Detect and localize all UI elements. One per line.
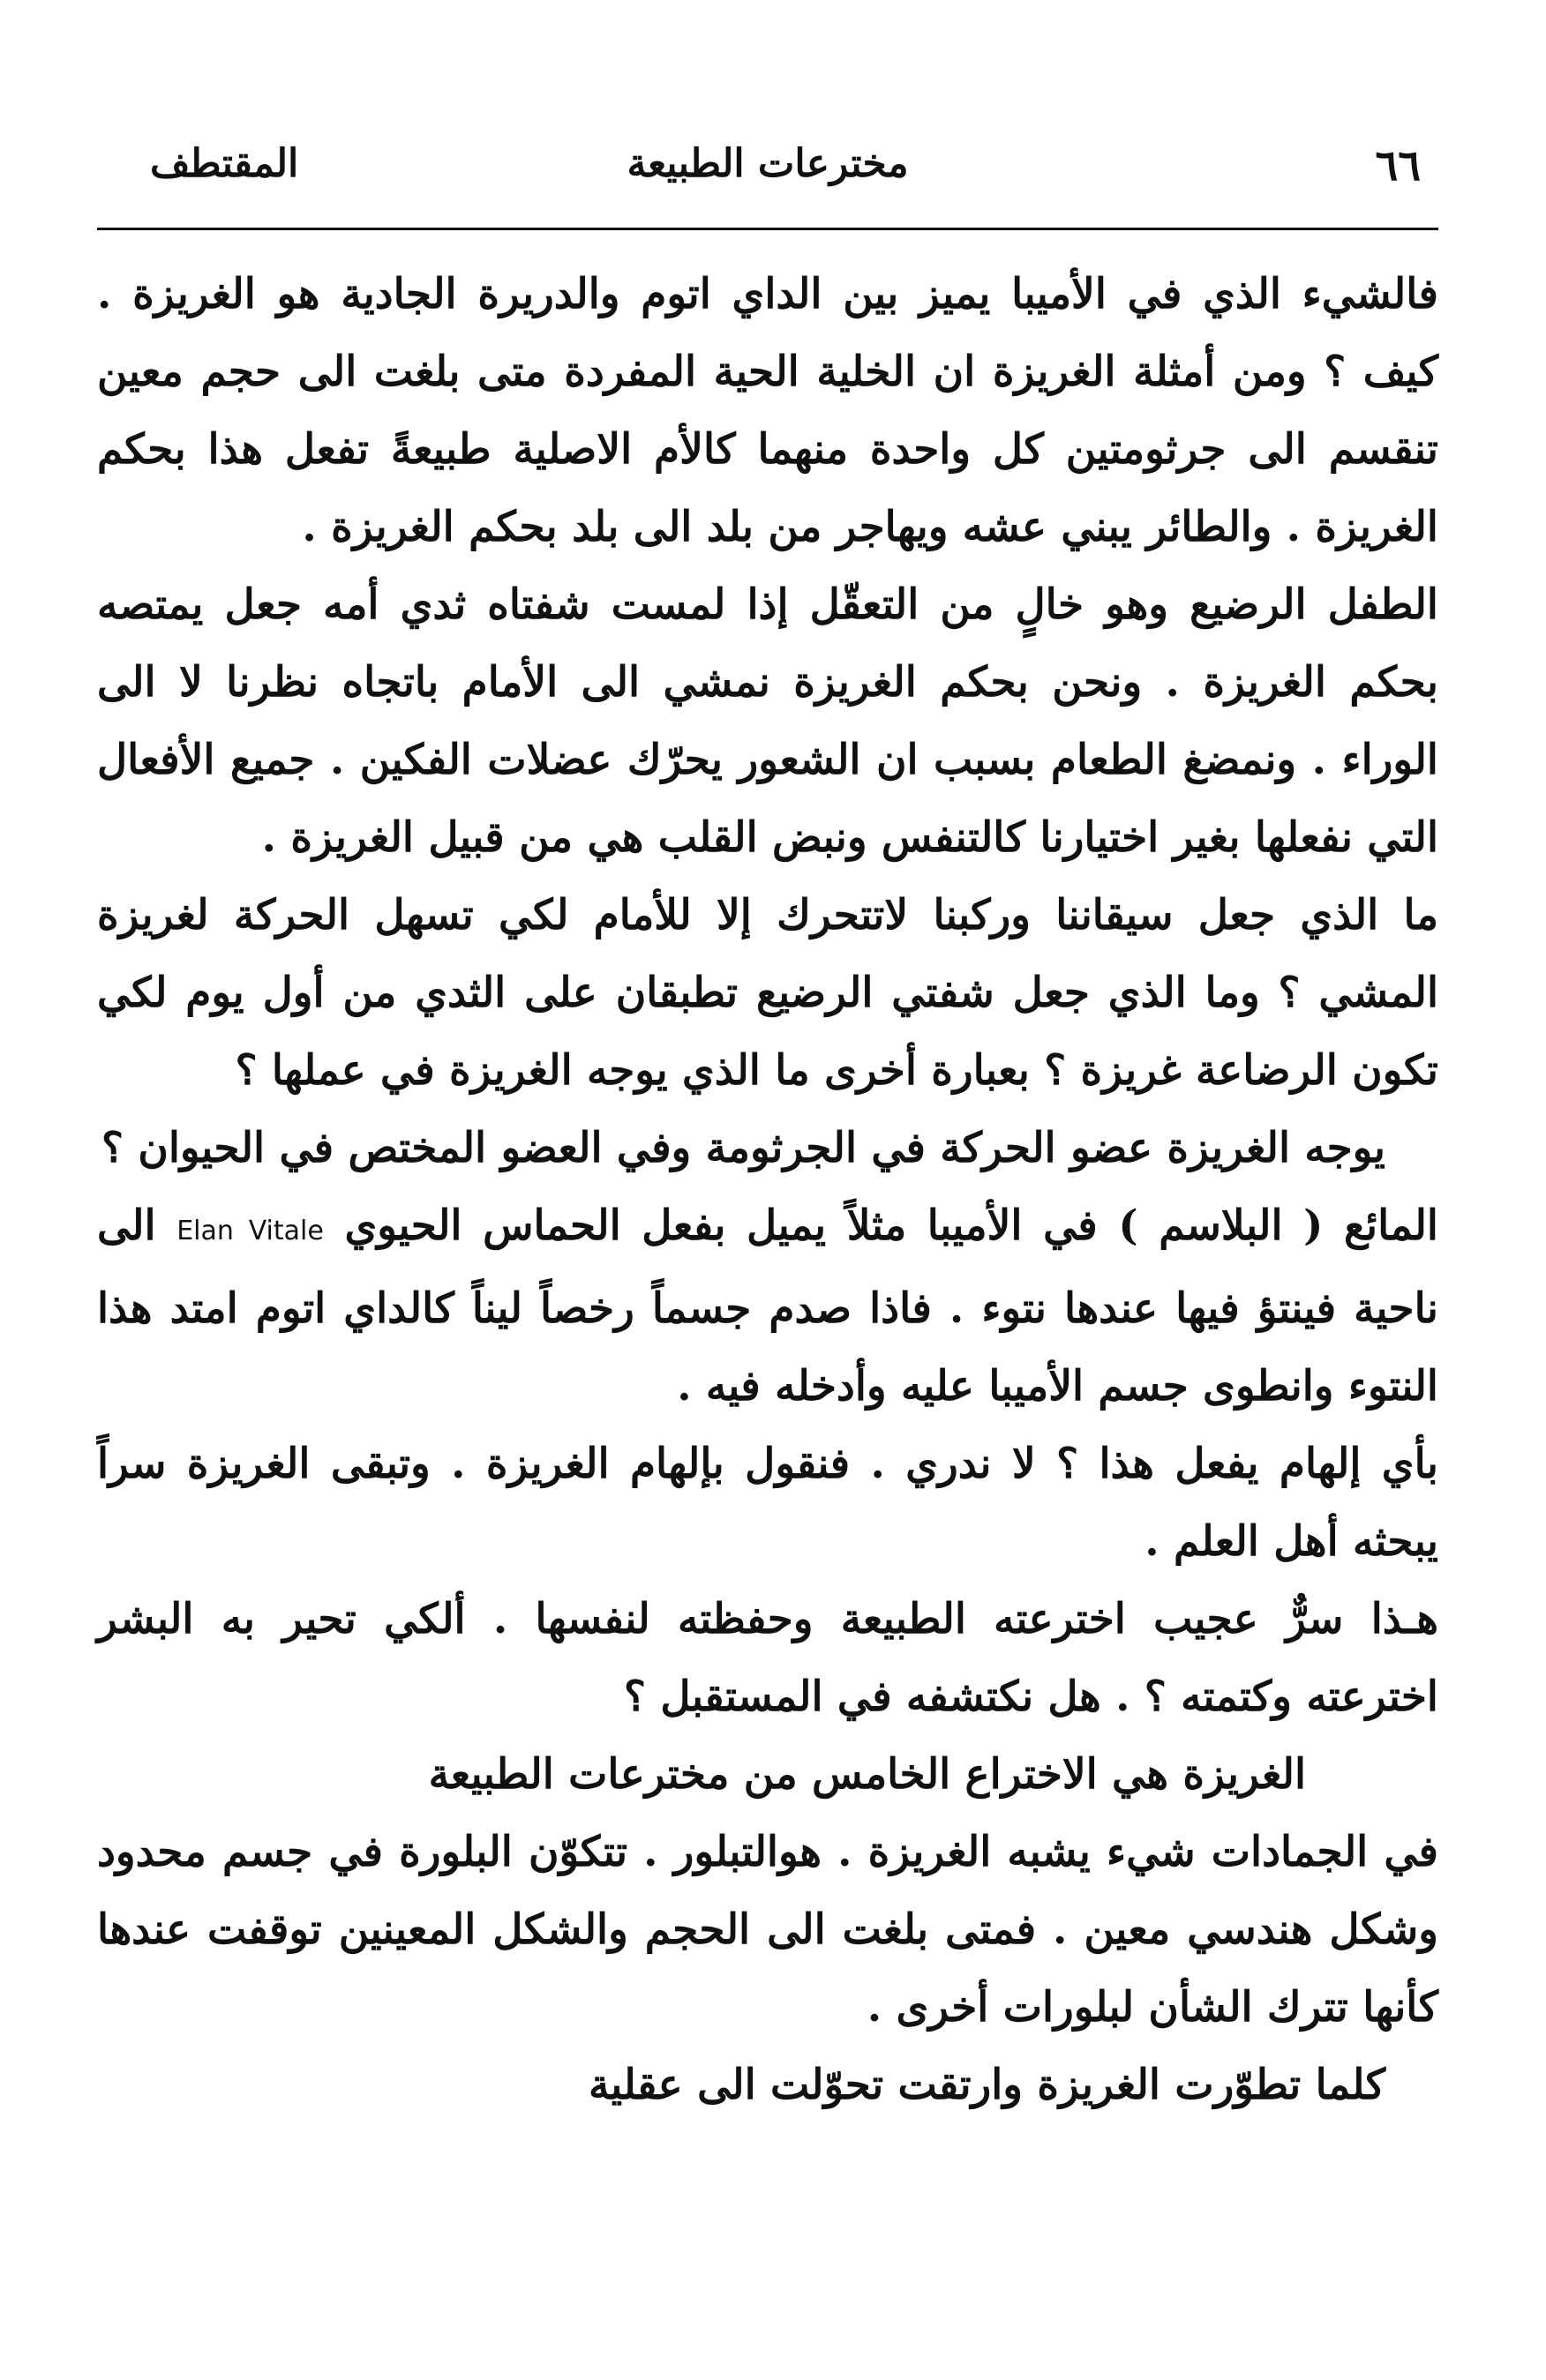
page-number: ٦٦ xyxy=(1375,141,1421,191)
article-body xyxy=(97,256,1438,2124)
header-rule xyxy=(97,228,1438,230)
paragraph: بأي إلهام يفعل هذا ؟ لا ندري . فنقول بإلهام الغريزة . وتبقى الغريزة سراً يبحثه أهل العلم . xyxy=(97,1440,1438,1566)
closing-statement: كلما تطوّرت الغريزة وارتقت تحوّلت الى عقلية xyxy=(588,2061,1385,2109)
paragraph xyxy=(97,1187,1438,1426)
paragraph-text: الى ناحية فينتؤ فيها عندها نتوء . فاذا صدم جسماً رخصاً ليناً كالداي اتوم امتد هذا النتوء وانطوى جسم الأميبا عليه وأدخله فيه . xyxy=(97,1201,1438,1411)
paragraph-text: المائع ( البلاسم ) في الأميبا مثلاً يميل بفعل الحماس الحيوي xyxy=(344,1201,1438,1250)
running-title: مخترعات الطبيعة xyxy=(627,141,909,186)
paragraph: فالشيء الذي في الأميبا يميز بين الداي اتوم والدريرة الجادية هو الغريزة . كيف ؟ ومن أمثلة الغريزة ان الخلية الحية المفردة متى بلغت الى حجم معين تنقسم الى جرثومتين كل واحدة منهما كالأم الاصلية طبيعةً تفعل هذا بحكم الغريزة . والطائر يبني عشه ويهاجر من بلد الى بلد بحكم الغريزة . xyxy=(97,270,1438,551)
paragraph: في الجمادات شيء يشبه الغريزة . هوالتبلور . تتكوّن البلورة في جسم محدود وشكل هندسي معين . فمتى بلغت الى الحجم والشكل المعينين توقفت عندها كأنها تترك الشأن لبلورات أخرى . xyxy=(97,1828,1438,2032)
latin-term: Elan Vitale xyxy=(176,1216,324,1246)
paragraph: الطفل الرضيع وهو خالٍ من التعقّل إذا لمست شفتاه ثدي أمه جعل يمتصه بحكم الغريزة . ونحن بحكم الغريزة نمشي الى الأمام باتجاه نظرنا لا الى الوراء . ونمضغ الطعام بسبب ان الشعور يحرّك عضلات الفكين . جميع الأفعال التي نفعلها بغير اختيارنا كالتنفس ونبض القلب هي من قبيل الغريزة . xyxy=(97,580,1438,862)
document-page xyxy=(97,123,1438,2109)
paragraph: يوجه الغريزة عضو الحركة في الجرثومة وفي العضو المختص في الحيوان ؟ xyxy=(101,1124,1385,1172)
paragraph: ما الذي جعل سيقاننا وركبنا لاتتحرك إلا للأمام لكي تسهل الحركة لغريزة المشي ؟ وما الذي جعل شفتي الرضيع تطبقان على الثدي من أول يوم لكي تكون الرضاعة غريزة ؟ بعبارة أخرى ما الذي يوجه الغريزة في عملها ؟ xyxy=(97,891,1438,1095)
section-statement: الغريزة هي الاختراع الخامس من مخترعات الطبيعة xyxy=(428,1750,1306,1799)
page-header xyxy=(97,123,1438,203)
journal-name: المقتطف xyxy=(150,141,299,186)
paragraph: هـذا سرٌّ عجيب اخترعته الطبيعة وحفظته لنفسها . ألكي تحير به البشر اخترعته وكتمته ؟ . هل نكتشفه في المستقبل ؟ xyxy=(97,1595,1438,1721)
